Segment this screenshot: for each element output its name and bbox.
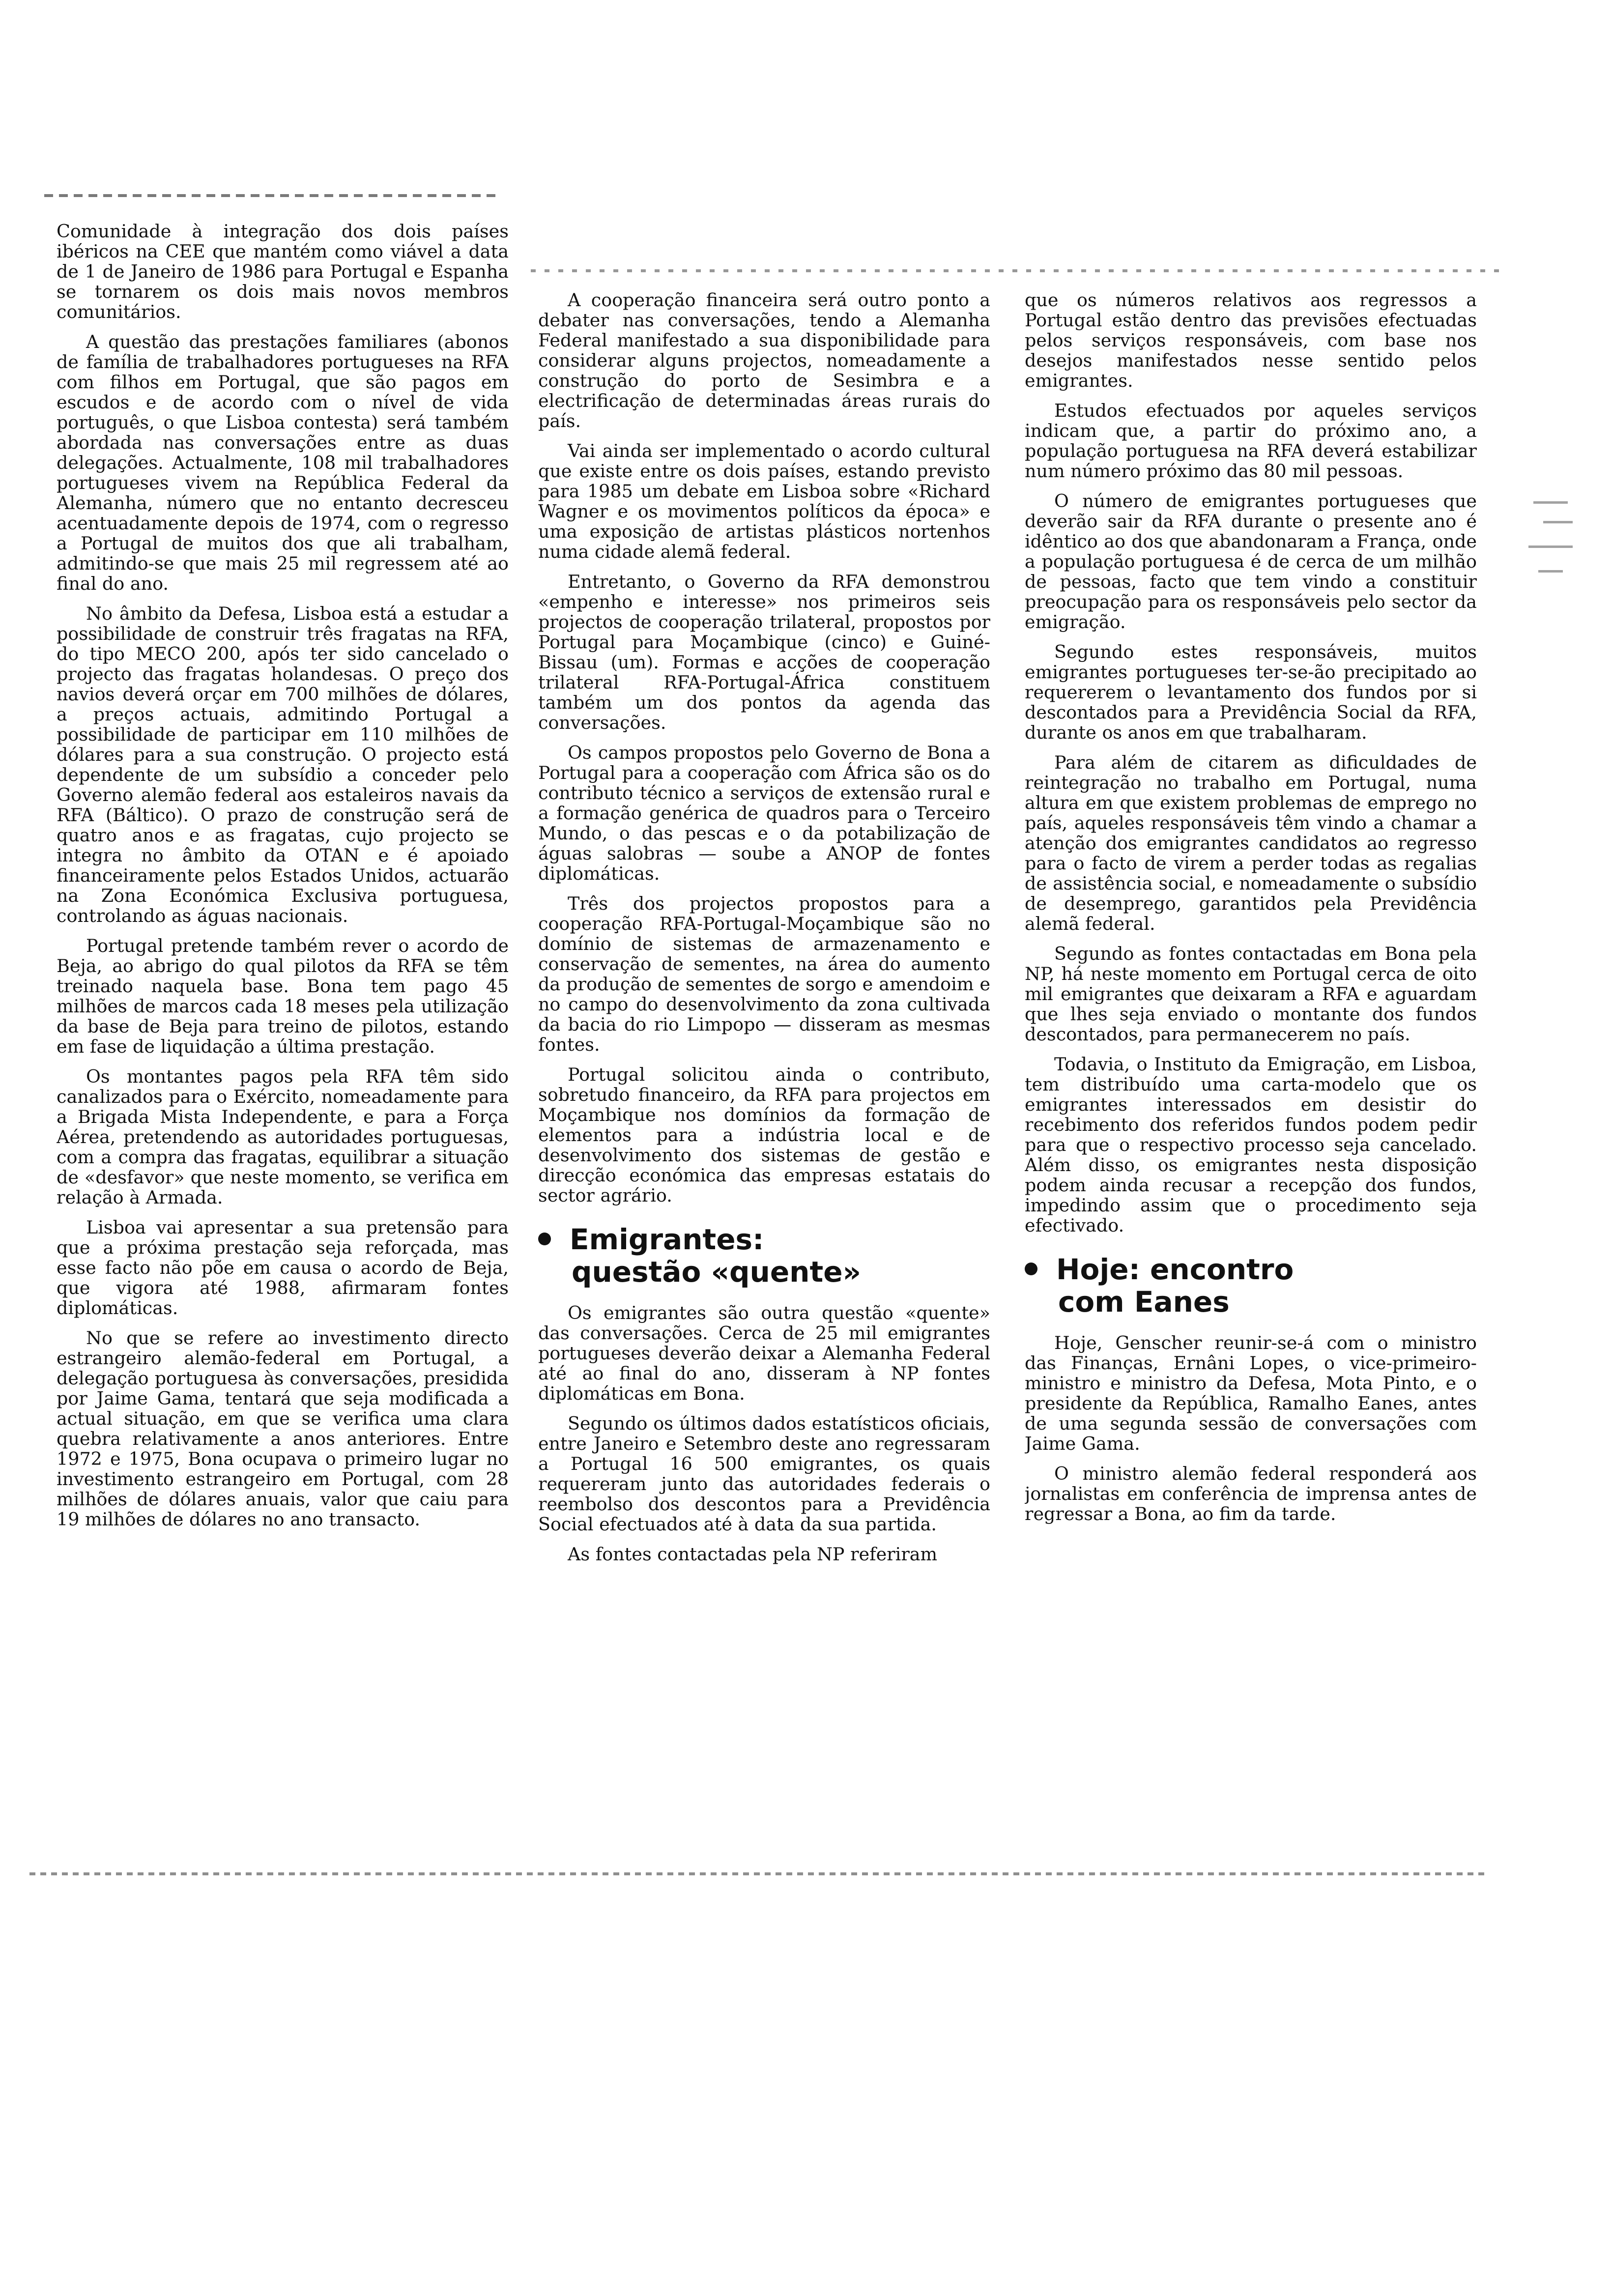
paragraph: Segundo estes responsáveis, muitos emigrantes portugueses ter-se-ão precipitado ao requererem o levantamento dos fundos por si descontados para a Previdência Social da RFA, durante os anos em que trabalharam. bbox=[1025, 641, 1477, 743]
paragraph: Estudos efectuados por aqueles serviços indicam que, a partir do próximo ano, a população portuguesa na RFA deverá estabilizar num número próximo das 80 mil pessoas. bbox=[1025, 400, 1477, 482]
paragraph: Portugal pretende também rever o acordo de Beja, ao abrigo do qual pilotos da RFA se têm treinado naquela base. Bona tem pago 45 milhões de marcos cada 18 meses pela utilização da base de Beja para treino de pilotos, estando em fase de liquidação a última prestação. bbox=[57, 935, 509, 1057]
section-heading-hoje bbox=[1025, 1253, 1477, 1318]
heading-line-2: questão «quente» bbox=[572, 1255, 862, 1289]
section-heading-emigrantes bbox=[538, 1223, 990, 1288]
article-column-3 bbox=[1025, 290, 1477, 1875]
heading-line-1: Emigrantes: bbox=[570, 1223, 764, 1256]
paragraph: O número de emigrantes portugueses que deverão sair da RFA durante o presente ano é idêntico ao dos que abandonaram a França, onde a população portuguesa é de cerca de um milhão de pessoas, facto que tem vindo a constituir preocupação para os responsáveis pelo sector da emigração. bbox=[1025, 490, 1477, 632]
paragraph: Segundo as fontes contactadas em Bona pela NP, há neste momento em Portugal cerca de oito mil emigrantes que deixaram a RFA e aguardam que lhes seja enviado o montante dos fundos descontados, para permanecerem no país. bbox=[1025, 943, 1477, 1045]
paragraph: Vai ainda ser implementado o acordo cultural que existe entre os dois países, estando previsto para 1985 um debate em Lisboa sobre «Richard Wagner e os movimentos políticos da época» e uma exposição de artistas plásticos nortenhos numa cidade alemã federal. bbox=[538, 440, 990, 562]
heading-line-1: Hoje: encontro bbox=[1056, 1253, 1294, 1286]
paragraph: que os números relativos aos regressos a Portugal estão dentro das previsões efectuadas pelos serviços responsáveis, com base nos desejos manifestados nesse sentido pelos emigrantes. bbox=[1025, 290, 1477, 391]
paragraph: A cooperação financeira será outro ponto a debater nas conversações, tendo a Alemanha Federal manifestado a sua disponibilidade para considerar alguns projectos, nomeadamente a construção do porto de Sesimbra e a electrificação de determinadas áreas rurais do país. bbox=[538, 290, 990, 431]
top-rule bbox=[44, 194, 496, 197]
heading-line-2: com Eanes bbox=[1058, 1285, 1230, 1319]
paragraph: As fontes contactadas pela NP referiram bbox=[568, 1544, 938, 1565]
paragraph: Os emigrantes são outra questão «quente» das conversações. Cerca de 25 mil emigrantes portugueses deverão deixar a Alemanha Federal até ao final do ano, disseram à NP fontes diplomáticas em Bona. bbox=[538, 1302, 990, 1404]
paragraph: No que se refere ao investimento directo estrangeiro alemão-federal em Portugal, a delegação portuguesa às conversações, presidida por Jaime Gama, tentará que seja modificada a actual situação, em que se verifica uma clara quebra relativamente a anos anteriores. Entre 1972 e 1975, Bona ocupava o primeiro lugar no investimento estrangeiro em Portugal, com 28 milhões de dólares anuais, valor que caiu para 19 milhões de dólares no ano transacto. bbox=[57, 1327, 509, 1530]
paragraph: Comunidade à integração dos dois países ibéricos na CEE que mantém como viável a data de 1 de Janeiro de 1986 para Portugal e Espanha se tornarem os dois mais novos membros comunitários. bbox=[57, 221, 509, 322]
paragraph: Todavia, o Instituto da Emigração, em Lisboa, tem distribuído uma carta-modelo que os emigrantes interessados em desistir do recebimento dos referidos fundos podem pedir para que o respectivo processo seja cancelado. Além disso, os emigrantes nesta disposição podem ainda recusar a recepção dos fundos, impedindo assim que o procedimento seja efectivado. bbox=[1025, 1054, 1477, 1236]
paragraph: No âmbito da Defesa, Lisboa está a estudar a possibilidade de construir três fragatas na RFA, do tipo MECO 200, após ter sido cancelado o projecto das fragatas holandesas. O preço dos navios deverá orçar em 700 milhões de dólares, a preços actuais, admitindo Portugal a possibilidade de participar em 110 milhões de dólares para a sua construção. O projecto está dependente de um subsídio a conceder pelo Governo alemão federal aos estaleiros navais da RFA (Báltico). O prazo de construção será de quatro anos e as fragatas, cujo projecto se integra no âmbito da OTAN e é apoiado financeiramente pelos Estados Unidos, actuarão na Zona Económica Exclusiva portuguesa, controlando as águas nacionais. bbox=[57, 603, 509, 926]
column-header-rule bbox=[531, 269, 1504, 272]
paragraph: Os campos propostos pelo Governo de Bona a Portugal para a cooperação com África são os do contributo técnico a serviços de extensão rural e a formação genérica de quadros para o Terceiro Mundo, o das pescas e o da potabilização de águas salobras — soube a ANOP de fontes diplomáticas. bbox=[538, 742, 990, 884]
paragraph: Segundo os últimos dados estatísticos oficiais, entre Janeiro e Setembro deste ano regressaram a Portugal 16 500 emigrantes, os quais requereram junto das autoridades federais o reembolso dos descontos para a Previdência Social efectuados até à data da sua partida. bbox=[538, 1413, 990, 1535]
paragraph: Três dos projectos propostos para a cooperação RFA-Portugal-Moçambique são no domínio de sistemas de armazenamento e conservação de sementes, na área do aumento da produção de sementes de sorgo e amendoim e no campo do desenvolvimento da zona cultivada da bacia do rio Limpopo — disseram as mesmas fontes. bbox=[538, 893, 990, 1055]
paragraph: Os montantes pagos pela RFA têm sido canalizados para o Exército, nomeadamente para a Brigada Mista Independente, e para a Força Aérea, pretendendo as autoridades portuguesas, com a compra das fragatas, equilibrar a situação de «desfavor» que neste momento, se verifica em relação à Armada. bbox=[57, 1066, 509, 1208]
paragraph: Lisboa vai apresentar a sua pretensão para que a próxima prestação seja reforçada, mas esse facto não põe em causa o acordo de Beja, que vigora até 1988, afirmaram fontes diplomáticas. bbox=[57, 1217, 509, 1319]
article-column-2 bbox=[538, 290, 990, 1875]
paragraph: Portugal solicitou ainda o contributo, sobretudo financeiro, da RFA para projectos em Moçambique nos domínios da formação de elementos para a indústria local e de desenvolvimento dos sistemas de gestão e direcção económica das empresas estatais do sector agrário. bbox=[538, 1064, 990, 1206]
article-column-1 bbox=[57, 221, 509, 1872]
paragraph: Para além de citarem as dificuldades de reintegração no trabalho em Portugal, numa altura em que existem problemas de emprego no país, aqueles responsáveis têm vindo a chamar a atenção dos emigrantes candidatos ao regresso para o facto de virem a perder todas as regalias de assistência social, e nomeadamente o subsídio de desemprego, garantidos pela Previdência alemã federal. bbox=[1025, 752, 1477, 934]
margin-marks bbox=[1528, 491, 1587, 600]
paragraph: O ministro alemão federal responderá aos jornalistas em conferência de imprensa antes de regressar a Bona, ao fim da tarde. bbox=[1025, 1463, 1477, 1524]
paragraph: Hoje, Genscher reunir-se-á com o ministro das Finanças, Ernâni Lopes, o vice-primeiro-ministro e ministro da Defesa, Mota Pinto, e o presidente da República, Ramalho Eanes, antes de uma segunda sessão de conversações com Jaime Gama. bbox=[1025, 1332, 1477, 1454]
bullet-icon bbox=[1025, 1263, 1037, 1275]
bullet-icon bbox=[538, 1233, 551, 1245]
paragraph: Entretanto, o Governo da RFA demonstrou «empenho e interesse» nos primeiros seis projectos de cooperação trilateral, propostos por Portugal para Moçambique (cinco) e Guiné-Bissau (um). Formas e acções de cooperação trilateral RFA-Portugal-África constituem também um dos pontos da agenda das conversações. bbox=[538, 571, 990, 733]
paragraph: A questão das prestações familiares (abonos de família de trabalhadores portugueses na RFA com filhos em Portugal, que são pagos em escudos e de acordo com o nível de vida português, o que Lisboa contesta) será também abordada nas conversações entre as duas delegações. Actualmente, 108 mil trabalhadores portugueses vivem na República Federal da Alemanha, número que no entanto decresceu acentuadamente depois de 1974, com o regresso a Portugal de muitos dos que ali trabalham, admitindo-se que mais 25 mil regressem até ao final do ano. bbox=[57, 331, 509, 594]
